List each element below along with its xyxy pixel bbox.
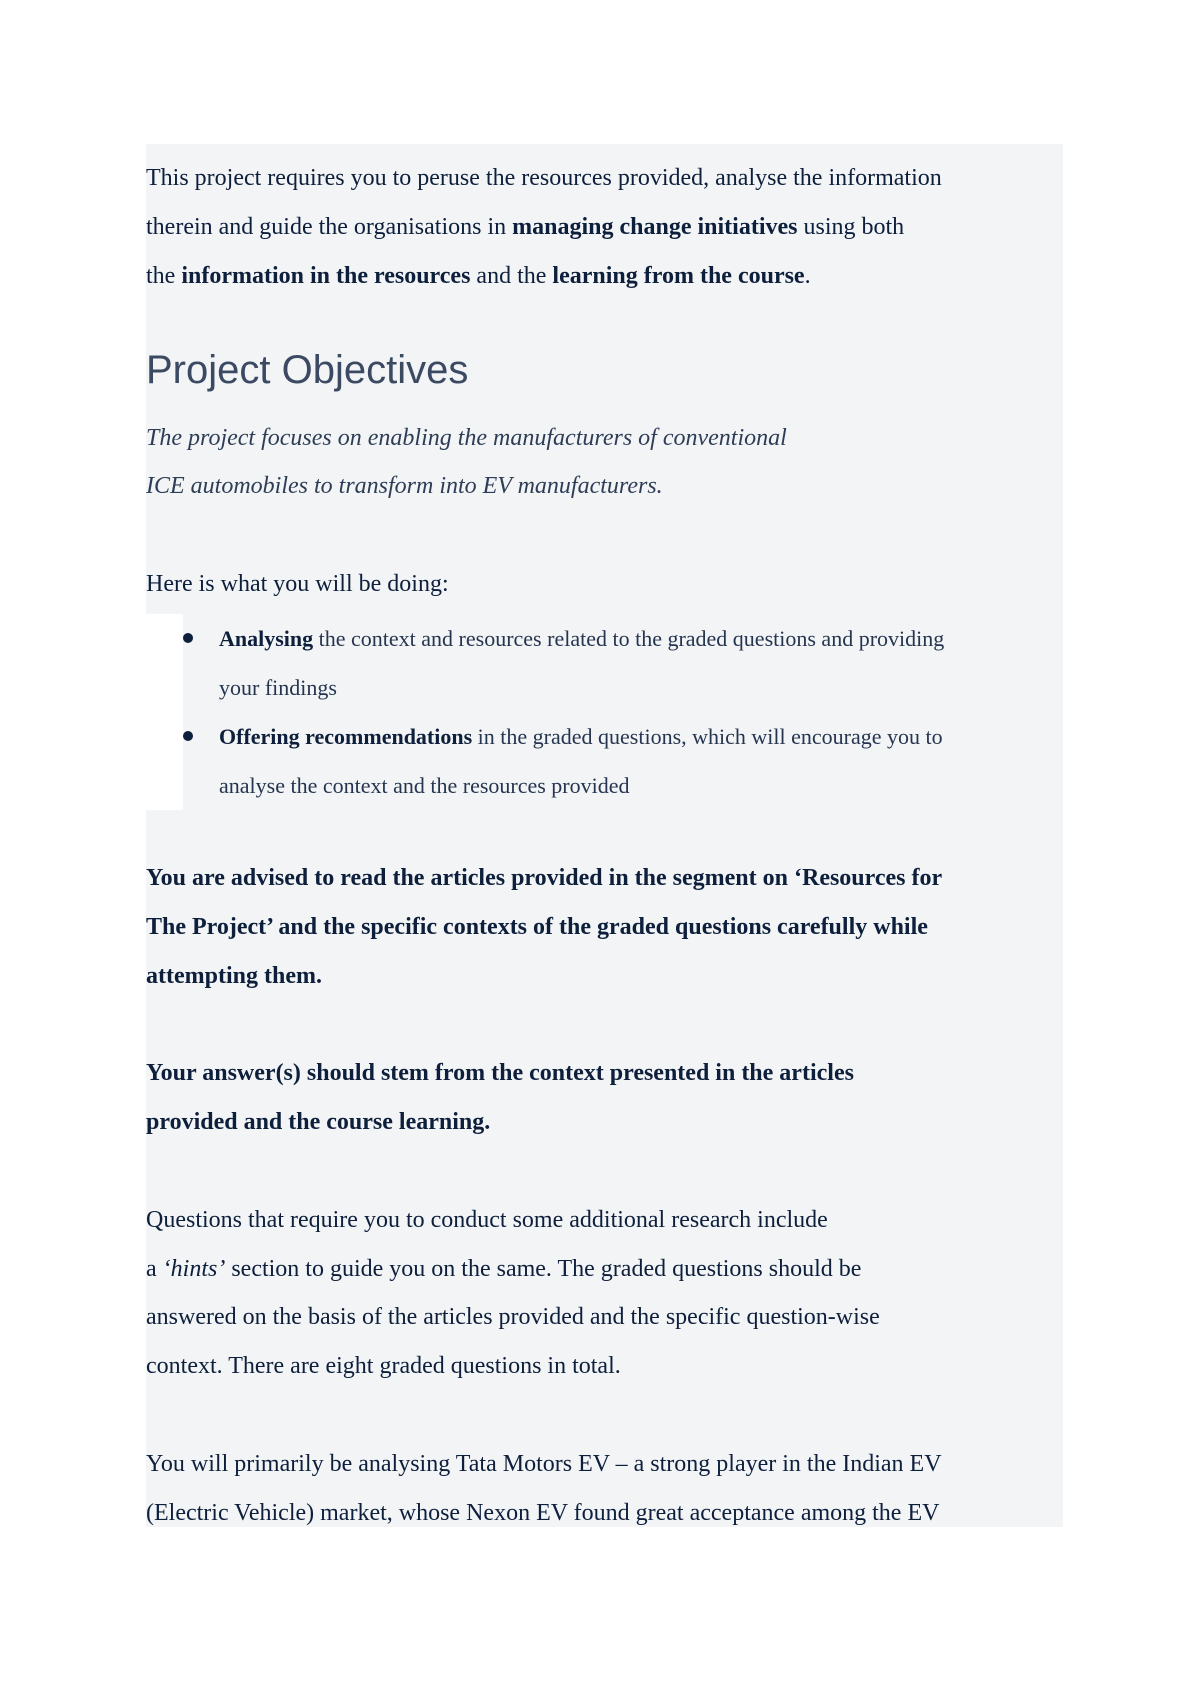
list-item: Analysing the context and resources related to the graded questions and providing (146, 614, 1063, 663)
objective-italic-line-2: ICE automobiles to transform into EV manufacturers. (146, 473, 663, 499)
section-heading-project-objectives: Project Objectives (146, 348, 469, 392)
research-line-3: answered on the basis of the articles provided and the specific question-wise (146, 1304, 880, 1330)
research-line-1: Questions that require you to conduct some additional research include (146, 1207, 828, 1233)
document-content (146, 144, 1063, 1527)
bullet-icon (183, 731, 193, 741)
list-item: Offering recommendations in the graded questions, which will encourage you to (146, 712, 1063, 761)
advice-line-3: attempting them. (146, 963, 322, 989)
tata-line-1: You will primarily be analysing Tata Motors EV – a strong player in the Indian EV (146, 1451, 942, 1477)
list-item-continuation: analyse the context and the resources provided (219, 773, 630, 798)
objective-italic-line-1: The project focuses on enabling the manufacturers of conventional (146, 425, 787, 451)
emphasis-managing-change: managing change initiatives (512, 214, 798, 240)
research-line-2: a ‘hints’ section to guide you on the same. The graded questions should be (146, 1256, 862, 1282)
tata-line-2: (Electric Vehicle) market, whose Nexon EV found great acceptance among the EV (146, 1500, 940, 1526)
doing-bullet-list (146, 614, 1063, 810)
list-item-continuation: your findings (219, 675, 337, 700)
bullet-icon (183, 633, 193, 643)
advice-line-2: The Project’ and the specific contexts of the graded questions carefully while (146, 914, 928, 940)
emphasis-learning-course: learning from the course (552, 263, 805, 289)
hints-emphasis: ‘hints’ (162, 1256, 226, 1282)
answers-line-2: provided and the course learning. (146, 1109, 491, 1135)
research-line-4: context. There are eight graded questions in total. (146, 1353, 621, 1379)
intro-line-2: therein and guide the organisations in managing change initiatives using both (146, 214, 905, 240)
intro-line-3: the information in the resources and the learning from the course. (146, 263, 811, 289)
intro-line-1: This project requires you to peruse the resources provided, analyse the information (146, 165, 942, 191)
emphasis-information-resources: information in the resources (181, 263, 471, 289)
answers-line-1: Your answer(s) should stem from the context presented in the articles (146, 1060, 854, 1086)
doing-lead: Here is what you will be doing: (146, 571, 449, 597)
advice-line-1: You are advised to read the articles provided in the segment on ‘Resources for (146, 865, 943, 891)
